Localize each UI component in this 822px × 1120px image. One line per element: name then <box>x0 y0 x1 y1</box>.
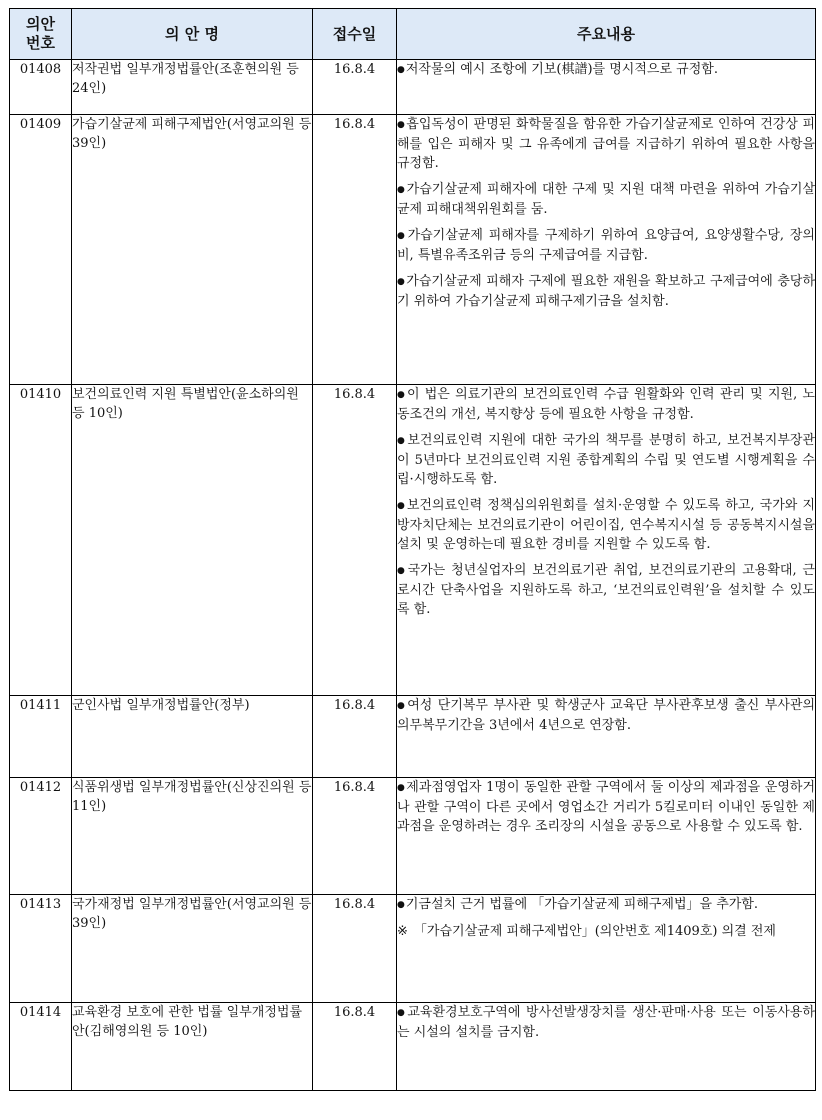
bullet-icon: ● <box>397 1008 407 1018</box>
bullet-icon: ● <box>397 436 407 446</box>
content-item-text: 보건의료인력 정책심의위원회를 설치·운영할 수 있도록 하고, 국가와 지방자치단체는 보건의료기관이 어린이집, 연수복지시설 등 공동복지시설을 설치 및 운영하는데 필요한 경비를 지원할 수 있도록 함. <box>397 498 815 552</box>
bill-number: 01412 <box>10 778 72 895</box>
content-item <box>397 696 815 735</box>
bullet-icon: ● <box>397 185 406 195</box>
bill-number: 01409 <box>10 115 72 385</box>
note-mark: ※ <box>397 924 408 939</box>
content-item-text: 기금설치 근거 법률에 「가습기살균제 피해구제법」을 추가함. <box>405 897 759 912</box>
received-date: 16.8.4 <box>313 1003 397 1091</box>
main-content <box>397 115 816 385</box>
content-item <box>397 226 815 265</box>
bullet-icon: ● <box>397 120 406 130</box>
received-date: 16.8.4 <box>313 385 397 696</box>
bill-number: 01408 <box>10 60 72 115</box>
content-item-text: 이 법은 의료기관의 보건의료인력 수급 원활화와 인력 관리 및 지원, 노동조건의 개선, 복지향상 등에 필요한 사항을 규정함. <box>397 387 815 422</box>
content-item <box>397 1003 815 1042</box>
content-item <box>397 561 815 619</box>
bill-number: 01410 <box>10 385 72 696</box>
main-content <box>397 60 816 115</box>
table-row <box>10 778 816 895</box>
received-date: 16.8.4 <box>313 778 397 895</box>
bill-title: 국가재정법 일부개정법률안(서영교의원 등 39인) <box>72 895 313 1003</box>
header-bill-title-label: 의 안 명 <box>165 24 219 43</box>
received-date: 16.8.4 <box>313 696 397 778</box>
header-bill-title <box>72 9 313 60</box>
bill-title: 군인사법 일부개정법률안(정부) <box>72 696 313 778</box>
table-row <box>10 895 816 1003</box>
bill-title: 교육환경 보호에 관한 법률 일부개정법률안(김해영의원 등 10인) <box>72 1003 313 1091</box>
content-item-text: 여성 단기복무 부사관 및 학생군사 교육단 부사관후보생 출신 부사관의 의무복무기간을 3년에서 4년으로 연장함. <box>397 698 815 733</box>
received-date: 16.8.4 <box>313 60 397 115</box>
bullet-icon: ● <box>397 231 407 241</box>
bullet-icon: ● <box>397 566 407 576</box>
bullet-icon: ● <box>397 390 406 400</box>
header-received-date <box>313 9 397 60</box>
received-date: 16.8.4 <box>313 895 397 1003</box>
main-content <box>397 1003 816 1091</box>
content-item <box>397 60 815 80</box>
bullet-icon: ● <box>397 783 406 793</box>
content-note <box>397 922 815 941</box>
header-bill-number <box>10 9 72 60</box>
content-item-text: 제과점영업자 1명이 동일한 관할 구역에서 둘 이상의 제과점을 운영하거나 관할 구역이 다른 곳에서 영업소간 거리가 5킬로미터 이내인 동일한 제과점을 운영하려는 경우 조리장의 시설을 공동으로 사용할 수 있도록 함. <box>397 780 815 834</box>
content-item-text: 가습기살균제 피해자를 구제하기 위하여 요양급여, 요양생활수당, 장의비, 특별유족조위금 등의 구제급여를 지급함. <box>397 228 815 263</box>
bill-title: 가습기살균제 피해구제법안(서영교의원 등 39인) <box>72 115 313 385</box>
main-content <box>397 385 816 696</box>
bill-table <box>9 8 816 1091</box>
content-item-text: 가습기살균제 피해자 구제에 필요한 재원을 확보하고 구제급여에 충당하기 위하여 가습기살균제 피해구제기금을 설치함. <box>397 274 815 309</box>
content-item-text: 국가는 청년실업자의 보건의료기관 취업, 보건의료기관의 고용확대, 근로시간 단축사업을 지원하도록 하고, ‘보건의료인력원’을 설치할 수 있도록 함. <box>397 563 815 617</box>
content-item-text: 흡입독성이 판명된 화학물질을 함유한 가습기살균제로 인하여 건강상 피해를 입은 피해자 및 그 유족에게 급여를 지급하기 위하여 필요한 사항을 규정함. <box>397 117 815 171</box>
content-item-text: 교육환경보호구역에 방사선발생장치를 생산·판매·사용 또는 이동사용하는 시설의 설치를 금지함. <box>397 1005 815 1040</box>
bullet-icon: ● <box>397 501 406 511</box>
content-note-text: 「가습기살균제 피해구제법안」(의안번호 제1409호) 의결 전제 <box>413 924 776 939</box>
content-item-text: 가습기살균제 피해자에 대한 구제 및 지원 대책 마련을 위하여 가습기살균제 피해대책위원회를 둠. <box>397 182 816 217</box>
content-item <box>397 496 815 554</box>
bullet-icon: ● <box>397 701 407 711</box>
bill-number: 01413 <box>10 895 72 1003</box>
header-main-content-label: 주요내용 <box>577 24 635 43</box>
table-row <box>10 385 816 696</box>
bill-number: 01414 <box>10 1003 72 1091</box>
main-content <box>397 696 816 778</box>
main-content <box>397 778 816 895</box>
content-item <box>397 431 815 489</box>
header-main-content <box>397 9 816 60</box>
content-item <box>397 115 815 173</box>
table-row <box>10 696 816 778</box>
table-row <box>10 60 816 115</box>
bullet-icon: ● <box>397 277 406 287</box>
content-item <box>397 385 815 424</box>
table-row <box>10 115 816 385</box>
content-item-text: 보건의료인력 지원에 대한 국가의 책무를 분명히 하고, 보건복지부장관이 5년마다 보건의료인력 지원 종합계획의 수립 및 연도별 시행계획을 수립·시행하도록 함. <box>397 433 815 487</box>
bullet-icon: ● <box>397 65 405 75</box>
bill-number: 01411 <box>10 696 72 778</box>
content-item <box>397 895 815 915</box>
header-bill-number-label: 의안 번호 <box>26 15 55 52</box>
content-item <box>397 778 815 836</box>
received-date: 16.8.4 <box>313 115 397 385</box>
content-item <box>397 180 815 219</box>
bullet-icon: ● <box>397 900 405 910</box>
header-received-date-label: 접수일 <box>332 24 377 43</box>
main-content <box>397 895 816 1003</box>
bill-title: 보건의료인력 지원 특별법안(윤소하의원 등 10인) <box>72 385 313 696</box>
bill-title: 식품위생법 일부개정법률안(신상진의원 등 11인) <box>72 778 313 895</box>
header-row <box>10 9 816 60</box>
bill-title: 저작권법 일부개정법률안(조훈현의원 등 24인) <box>72 60 313 115</box>
content-item-text: 저작물의 예시 조항에 기보(棋譜)를 명시적으로 규정함. <box>405 62 718 77</box>
content-item <box>397 272 815 311</box>
table-row <box>10 1003 816 1091</box>
